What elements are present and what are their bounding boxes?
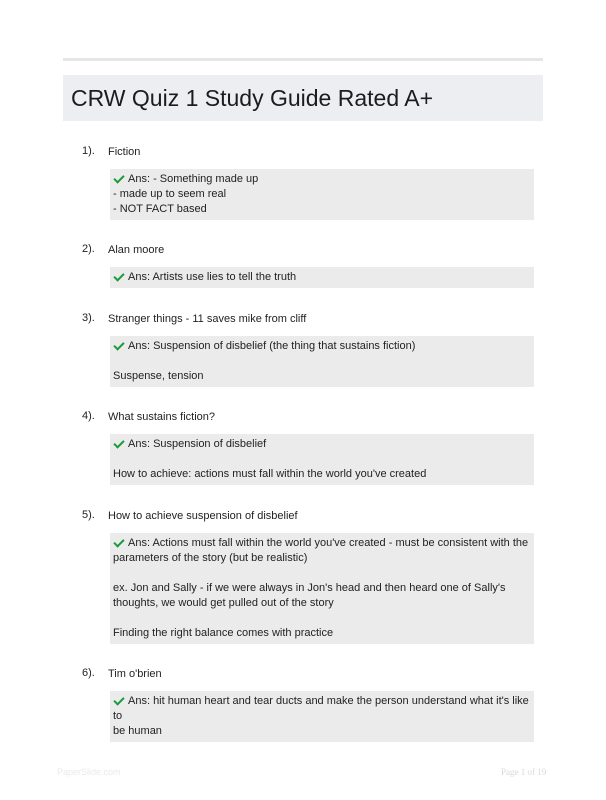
question-text: Stranger things - 11 saves mike from cliff — [108, 313, 307, 325]
page-number: Page 1 of 19 — [501, 767, 547, 777]
answer-line — [113, 452, 530, 467]
checkmark-icon — [113, 536, 124, 547]
question-text: How to achieve suspension of disbelief — [108, 510, 298, 522]
checkmark-icon — [113, 172, 124, 183]
document-title: CRW Quiz 1 Study Guide Rated A+ — [71, 84, 434, 111]
answer-line: Ans: Actions must fall within the world you've created - must be consistent with the — [128, 537, 529, 549]
question-text: Alan moore — [108, 244, 165, 256]
answer-line: parameters of the story (but be realistic) — [113, 552, 308, 564]
footer-watermark: PaperSlide.com — [57, 767, 121, 777]
top-divider — [63, 58, 543, 61]
question-number: 6). — [82, 667, 95, 679]
answer-line — [113, 611, 530, 626]
answer-line: Finding the right balance comes with practice — [113, 627, 334, 639]
answer-box — [110, 533, 534, 644]
answer-line — [113, 566, 530, 581]
answer-line: Ans: Artists use lies to tell the truth — [128, 271, 297, 283]
question-text: What sustains fiction? — [108, 411, 215, 423]
answer-line — [113, 354, 530, 369]
question-number: 5). — [82, 509, 95, 521]
question-number: 3). — [82, 312, 95, 324]
answer-line: Suspense, tension — [113, 370, 204, 382]
answer-box — [110, 336, 534, 387]
answer-box — [110, 169, 534, 220]
answer-line: Ans: Suspension of disbelief (the thing that sustains fiction) — [128, 340, 416, 352]
answer-line: - made up to seem real — [113, 188, 227, 200]
question-text: Fiction — [108, 146, 141, 158]
answer-line: be human — [113, 725, 162, 737]
title-bar — [63, 75, 543, 121]
answer-box — [110, 267, 534, 288]
answer-line: Ans: - Something made up — [128, 173, 259, 185]
checkmark-icon — [113, 270, 124, 281]
answer-line: thoughts, we would get pulled out of the story — [113, 597, 334, 609]
checkmark-icon — [113, 339, 124, 350]
answer-line: ex. Jon and Sally - if we were always in Jon's head and then heard one of Sally's — [113, 582, 506, 594]
checkmark-icon — [113, 437, 124, 448]
question-number: 1). — [82, 145, 95, 157]
question-text: Tim o'brien — [108, 668, 162, 680]
answer-line: - NOT FACT based — [113, 203, 207, 215]
answer-line: Ans: Suspension of disbelief — [128, 438, 267, 450]
question-number: 2). — [82, 243, 95, 255]
answer-line: How to achieve: actions must fall within the world you've created — [113, 468, 427, 480]
answer-box — [110, 691, 534, 742]
answer-box — [110, 434, 534, 485]
answer-line: Ans: hit human heart and tear ducts and make the person understand what it's like to — [113, 695, 529, 722]
question-number: 4). — [82, 410, 95, 422]
checkmark-icon — [113, 694, 124, 705]
